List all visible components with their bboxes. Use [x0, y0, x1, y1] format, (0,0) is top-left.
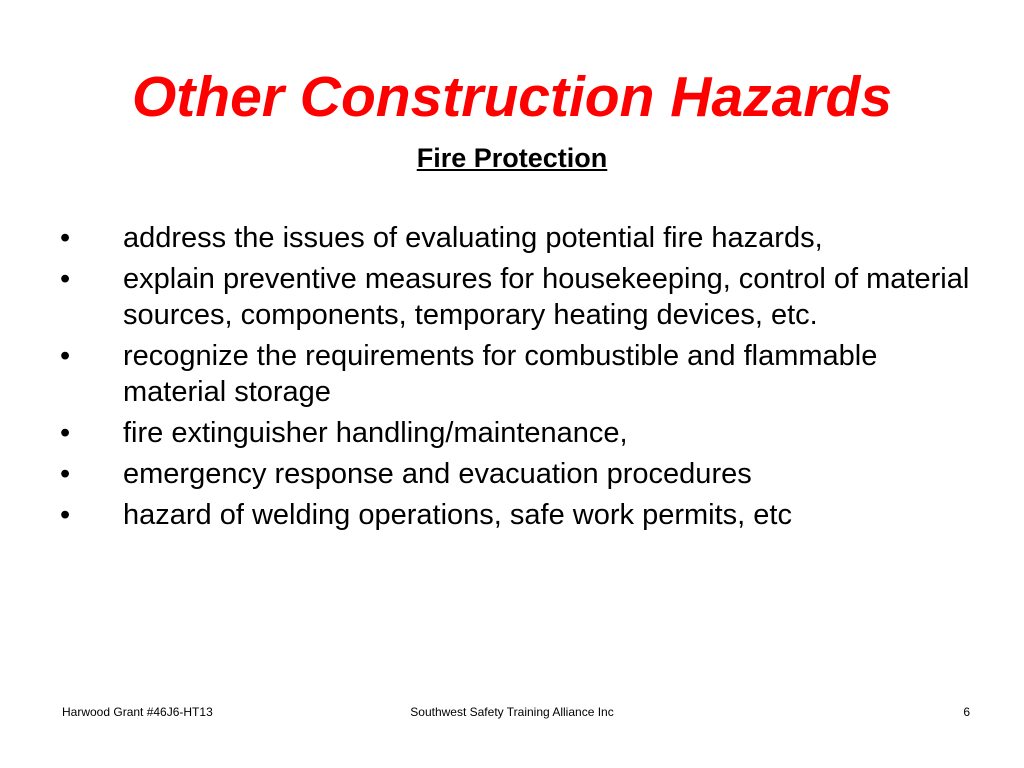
bullet-text: recognize the requirements for combustible and flammable material storage: [123, 340, 878, 408]
footer-page-number: 6: [963, 705, 970, 719]
bullet-icon: •: [60, 340, 71, 372]
footer-organization-text: Southwest Safety Training Alliance Inc: [410, 705, 614, 719]
bullet-text: emergency response and evacuation procedures: [123, 458, 752, 490]
slide-subtitle: Fire Protection: [416, 143, 608, 173]
bullet-item: [60, 220, 970, 256]
bullet-icon: •: [60, 417, 71, 449]
bullet-item: [60, 415, 970, 451]
bullet-text: address the issues of evaluating potential fire hazards,: [123, 222, 823, 254]
bullet-text: hazard of welding operations, safe work permits, etc: [123, 499, 792, 531]
bullet-item: [60, 497, 970, 533]
bullet-item: [60, 456, 970, 492]
bullet-icon: •: [60, 263, 71, 295]
bullet-text: fire extinguisher handling/maintenance,: [123, 417, 628, 449]
bullet-text: explain preventive measures for housekeeping, control of material sources, components, temporary heating devices, etc.: [123, 263, 970, 331]
bullet-icon: •: [60, 458, 71, 490]
footer-grant-text: Harwood Grant #46J6-HT13: [62, 705, 213, 719]
bullet-item: [60, 338, 970, 410]
bullet-icon: •: [60, 222, 71, 254]
bullet-item: [60, 261, 970, 333]
bullet-list: [60, 220, 970, 538]
bullet-icon: •: [60, 499, 71, 531]
slide-title: Other Construction Hazards: [131, 65, 893, 129]
